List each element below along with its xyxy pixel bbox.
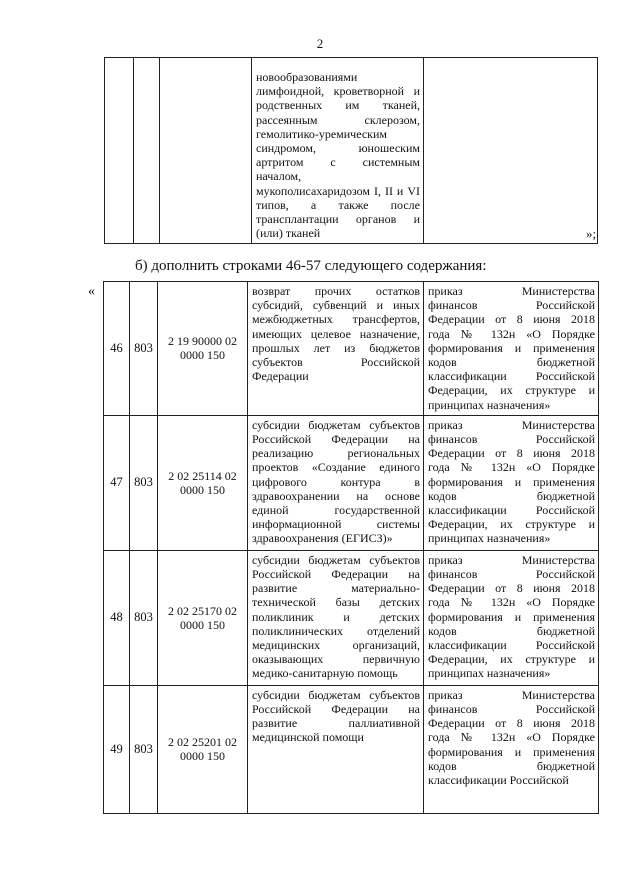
table-row [104,685,599,813]
admin-code-cell [134,58,160,244]
budget-code-line: 2 02 25114 02 [168,468,237,483]
text-line: приказ Министерства [428,417,595,432]
row-number-cell: 49 [104,685,130,813]
text-line: синдромом, юношеским [256,141,420,156]
budget-code-line: 0000 150 [180,749,225,764]
budget-code-cell [160,58,252,244]
table-row [105,58,598,244]
text-line: цифрового контура в [252,474,420,489]
admin-code-cell: 803 [130,415,158,550]
budget-code-line: 2 02 25201 02 [168,735,237,750]
text-line: финансов Российской [428,567,595,582]
text-line: Федерации, их структуре и [428,652,595,667]
budget-code-line: 2 02 25170 02 [168,603,237,618]
budget-code-line: 0000 150 [180,348,225,363]
opening-quote: « [88,284,95,299]
text-line: Федерации от 8 июня 2018 [428,716,595,731]
text-line: Российской Федерации на [252,432,420,447]
text-line: артритом с системным [256,155,420,170]
description-cell [248,282,424,416]
text-line: технической базы детских [252,595,420,610]
text-line: финансов Российской [428,702,595,717]
legal-basis-cell [424,550,599,685]
text-line: Федерации от 8 июня 2018 [428,581,595,596]
text-line: реализацию региональных [252,446,420,461]
budget-code-line: 0000 150 [180,617,225,632]
text-line: (или) тканей [256,226,321,241]
row-number-cell: 48 [104,550,130,685]
text-line: лимфоидной, кроветворной и [256,84,420,99]
text-line: субсидии бюджетам субъектов [252,687,420,702]
table-row [104,282,599,416]
text-line: проектов «Создание единого [252,460,420,475]
text-line: медицинских организаций, [252,638,420,653]
text-line: принципах назначения» [428,397,551,412]
budget-codes-table [103,281,599,814]
text-line: здравоохранения (ЕГИСЗ)» [252,531,393,546]
text-line: кодов бюджетной [428,758,595,773]
description-cell [252,58,424,244]
text-line: субсидии бюджетам субъектов [252,552,420,567]
text-line: принципах назначения» [428,666,551,681]
text-line: мукополисахаридозом I, II и VI [256,183,420,198]
legal-basis-cell [424,415,599,550]
description-cell [248,550,424,685]
table-row [104,550,599,685]
table-row [104,415,599,550]
text-line: формирования и применения [428,744,595,759]
description-text [256,70,420,240]
text-line: финансов Российской [428,432,595,447]
text-line: Федерации от 8 июня 2018 [428,312,595,327]
text-line: приказ Министерства [428,552,595,567]
text-line: формирования и применения [428,609,595,624]
row-number-cell [105,58,134,244]
budget-code-line: 0000 150 [180,482,225,497]
admin-code-cell: 803 [130,282,158,416]
text-line: Федерации [252,369,309,384]
budget-code-cell [158,685,248,813]
text-line: новообразованиями [256,70,358,84]
text-line: межбюджетных трансфертов, [252,312,420,327]
text-line: субсидии бюджетам субъектов [252,417,420,432]
text-line: развитие паллиативной [252,716,420,731]
text-line: гемолитико-уремическим [256,126,387,141]
text-line: формирования и применения [428,340,595,355]
text-line: оказывающих первичную [252,652,420,667]
text-line: медицинской помощи [252,730,364,745]
text-line: поликлинических отделений [252,623,420,638]
text-line: года № 132н «О Порядке [428,460,595,475]
text-line: имеющих целевое назначение, [252,326,420,341]
admin-code-cell: 803 [130,550,158,685]
admin-code-cell: 803 [130,685,158,813]
text-line: Федерации от 8 июня 2018 [428,446,595,461]
text-line: прошлых лет из бюджетов [252,340,420,355]
text-line: приказ Министерства [428,687,595,702]
text-line: субсидий, субвенций и иных [252,298,420,313]
text-line: года № 132н «О Порядке [428,595,595,610]
text-line: рассеянным склерозом, [256,112,420,127]
text-line: классификации Российской [428,369,595,384]
text-line: финансов Российской [428,298,595,313]
text-line: классификации Российской [428,638,595,653]
text-line: информационной системы [252,517,420,532]
text-line: поликлиник и детских [252,609,420,624]
text-line: приказ Министерства [428,284,595,298]
text-line: трансплантации органов и [256,212,420,227]
table-continuation [104,57,598,244]
text-line: началом, [256,169,302,184]
budget-code-cell [158,550,248,685]
row-number-cell: 47 [104,415,130,550]
text-line: типов, а также после [256,197,420,212]
text-line: медико-санитарную помощь [252,666,398,681]
legal-basis-cell [424,58,598,244]
row-number-cell: 46 [104,282,130,416]
budget-code-line: 2 19 90000 02 [168,334,237,349]
text-line: родственных им тканей, [256,98,420,113]
text-line: Российской Федерации на [252,702,420,717]
text-line: Российской Федерации на [252,567,420,582]
legal-basis-cell [424,282,599,416]
budget-code-cell [158,415,248,550]
text-line: кодов бюджетной [428,623,595,638]
text-line: единой государственной [252,503,420,518]
text-line: года № 132н «О Порядке [428,730,595,745]
text-line: здравоохранении на основе [252,488,420,503]
closing-quote: »; [586,226,597,241]
description-cell [248,415,424,550]
budget-code-cell [158,282,248,416]
section-subtitle: б) дополнить строками 46-57 следующего содержания: [135,258,487,274]
text-line: классификации Российской [428,503,595,518]
text-line: Федерации, их структуре и [428,383,595,398]
text-line: возврат прочих остатков [252,284,420,298]
text-line: года № 132н «О Порядке [428,326,595,341]
text-line: формирования и применения [428,474,595,489]
page-number: 2 [316,36,324,51]
text-line: кодов бюджетной [428,355,595,370]
text-line: Федерации, их структуре и [428,517,595,532]
text-line: классификации Российской [428,773,569,788]
description-cell [248,685,424,813]
text-line: принципах назначения» [428,531,551,546]
text-line: субъектов Российской [252,355,420,370]
text-line: кодов бюджетной [428,488,595,503]
legal-basis-cell [424,685,599,813]
text-line: развитие материально- [252,581,420,596]
